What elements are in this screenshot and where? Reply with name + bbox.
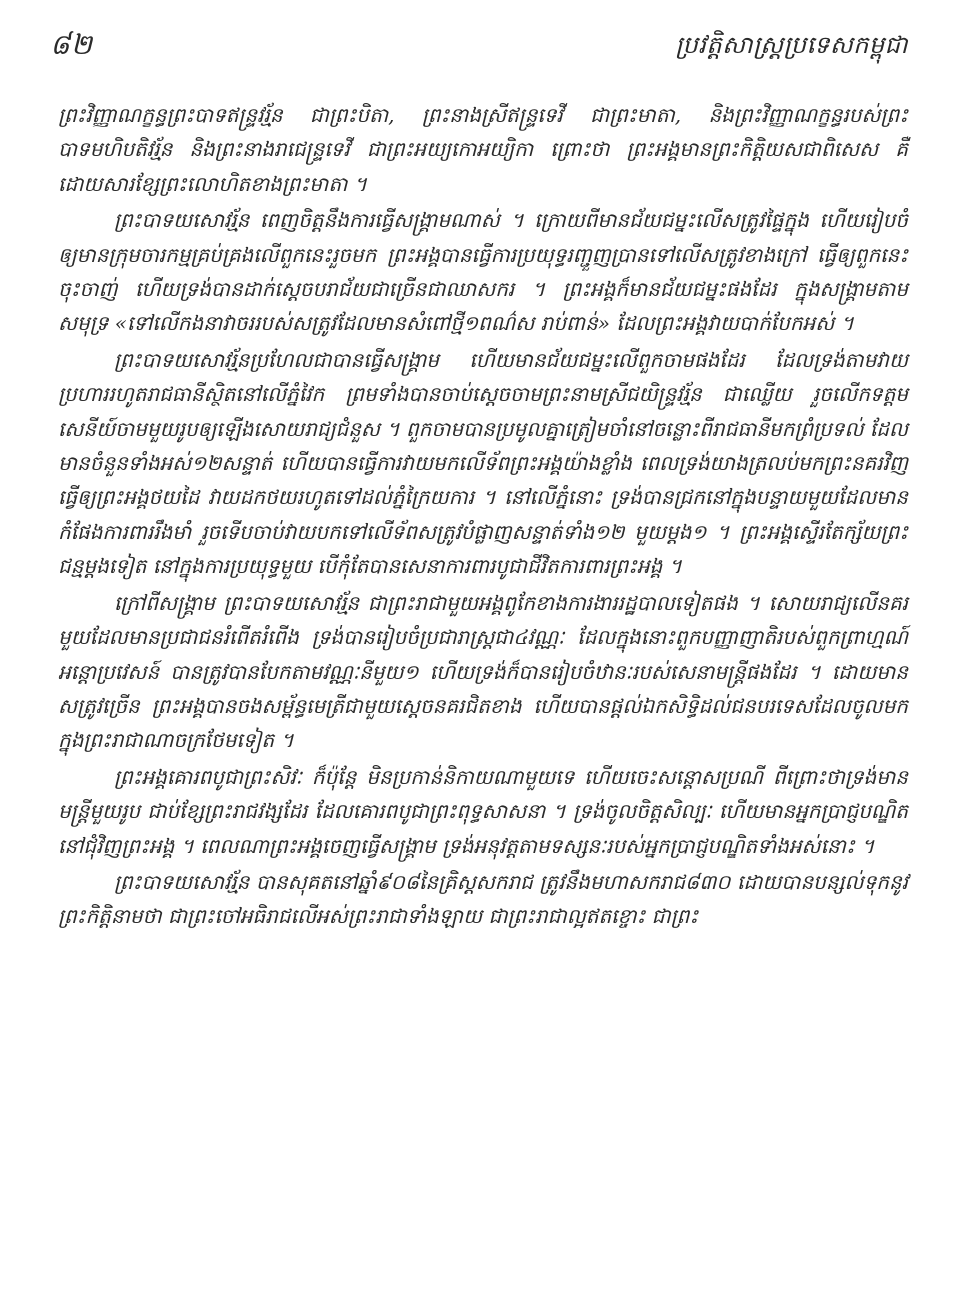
paragraph-3: ព្រះបាទយសោវរ្ម័នប្រហែលជាបានធ្វើសង្គ្រាម ហើយមានជ័យជម្នះលើពួកចាមផងដែរ ដែលទ្រង់តាមវាយប្រហាររហូតរាជធានីស្ថិតនៅលើភ្នំវៃក ព្រមទាំងបានចាប់ស្តេចចាមព្រះនាមស្រីជយិន្ទ្រវរ្ម័ន ជាឈ្លើយ រួចលើកទត្តមសេនីយ៍ចាមមួយរូបឲ្យឡើងសោយរាជ្យជំនួស ។ ពួកចាមបានប្រមូលគ្នាត្រៀមចាំនៅចន្លោះពីរាជធានីមកព្រំប្រទល់ ដែលមានចំនួនទាំងអស់១២សន្ទាត់ ហើយបានធ្វើការវាយមកលើទ័ពព្រះអង្គយ៉ាងខ្លាំង ពេលទ្រង់យាងត្រលប់មកព្រះនគរវិញ ធ្វើឲ្យព្រះអង្គថយដៃ វាយដកថយរហូតទៅដល់ភ្នំក្រៃយការ ។ នៅលើភ្នំនោះ ទ្រង់បានជ្រកនៅក្នុងបន្ទាយមួយដែលមានកំផែងការពាររឹងមាំ រួចទើបចាប់វាយបកទៅលើទ័ពសត្រូវបំផ្លាញសន្ទាត់ទាំង១២ មួយម្តង១ ។ ព្រះអង្គស្ទើរតែក្ស័យព្រះជន្មម្តងទៀត នៅក្នុងការប្រយុទ្ធមួយ បើកុំតែបានសេនាការពារបូជាជីវិតការពារព្រះអង្គ ។ xyxy=(58,347,908,579)
paragraph-4: ក្រៅពីសង្គ្រាម ព្រះបាទយសោវរ្ម័ន ជាព្រះរាជាមួយអង្គពូកែខាងការងាររដ្ឋបាលទៀតផង ។ សោយរាជ្យលើនគរមួយដែលមានប្រជាជនរំពើតរំពើង ទ្រង់បានរៀបចំប្រជារាស្ត្រជា៤វណ្ណៈ ដែលក្នុងនោះពួកបញ្ញាញាតិរបស់ពួកព្រាហ្មណ៍អន្តោប្រវេសន៍ បានត្រូវបានបែកតាមវណ្ណៈនីមួយ១ ហើយទ្រង់ក៏បានរៀបចំឋានៈរបស់សេនាមន្ត្រីផងដែរ ។ ដោយមានសត្រូវច្រើន ព្រះអង្គបានចងសម្ព័ន្ធមេត្រីជាមួយស្តេចនគរជិតខាង ហើយបានផ្តល់ឯកសិទ្ធិដល់ជនបរទេសដែលចូលមកក្នុងព្រះរាជាណាចក្រថែមទៀត ។ xyxy=(58,590,908,753)
page-number: ៨២ xyxy=(50,27,94,61)
running-title: ប្រវត្តិសាស្ត្រប្រទេសកម្ពុជា xyxy=(675,30,908,59)
page-header xyxy=(50,22,908,72)
paragraph-1: ព្រះវិញ្ញាណក្ខន្ធព្រះបាទឥន្ទ្រវរ្ម័ន ជាព្រះបិតា, ព្រះនាងស្រីឥន្ទ្រទេវី ជាព្រះមាតា, និងព្រះវិញ្ញាណក្ខន្ធរបស់ព្រះបាទមហិបតិវរ្ម័ន និងព្រះនាងរាជេន្ទ្រទេវី ជាព្រះអយ្យកោអយ្យិកា ព្រោះថា ព្រះអង្គមានព្រះកិត្តិយសជាពិសេស គឺដោយសារខ្សែព្រះលោហិតខាងព្រះមាតា ។ xyxy=(58,103,908,196)
paragraph-5: ព្រះអង្គគោរពបូជាព្រះសិវៈ ក៏ប៉ុន្តែ មិនប្រកាន់និកាយណាមួយទេ ហើយចេះសន្តោសប្រណី ពីព្រោះថាទ្រង់មានមន្ត្រីមួយរូប ជាប់ខ្សែព្រះរាជវង្សដែរ ដែលគោរពបូជាព្រះពុទ្ធសាសនា ។ ទ្រង់ចូលចិត្តសិល្បៈ ហើយមានអ្នកប្រាជ្ញបណ្ឌិត នៅជុំវិញព្រះអង្គ ។ ពេលណាព្រះអង្គចេញធ្វើសង្គ្រាម ទ្រង់អនុវត្តតាមទស្សនៈរបស់អ្នកប្រាជ្ញបណ្ឌិតទាំងអស់នោះ ។ xyxy=(58,764,908,858)
paragraph-6: ព្រះបាទយសោវរ្ម័ន បានសុគតនៅឆ្នាំ៩០៨នៃគ្រិស្តសករាជ ត្រូវនឹងមហាសករាជ៨៣០ ដោយបានបន្សល់ទុកនូវព្រះកិត្តិនាមថា ជាព្រះចៅអធិរាជលើអស់ព្រះរាជាទាំងឡាយ ជាព្រះរាជាល្អឥតខ្ចោះ ជាព្រះ xyxy=(58,869,908,929)
paragraph-2: ព្រះបាទយសោវរ្ម័ន ពេញចិត្តនឹងការធ្វើសង្គ្រាមណាស់ ។ ក្រោយពីមានជ័យជម្នះលើសត្រូវផ្ទៃក្នុង ហើយរៀបចំឲ្យមានក្រុមចារកម្មគ្រប់គ្រងលើពួកនេះរួចមក ព្រះអង្គបានធ្វើការប្រយុទ្ធរញ្ជួញប្រានទៅលើសត្រូវខាងក្រៅ ធ្វើឲ្យពួកនេះចុះចាញ់ ហើយទ្រង់បានដាក់ស្តេចបរាជ័យជាច្រើនជាឈាសករ ។ ព្រះអង្គក៏មានជ័យជម្នះផងដែរ ក្នុងសង្គ្រាមតាមសមុទ្រ «ទៅលើកងនាវាចររបស់សត្រូវដែលមានសំពៅថ្មី១ពណ៌ស រាប់ពាន់» ដែលព្រះអង្គវាយបាក់បែកអស់ ។ xyxy=(58,208,908,336)
body-text xyxy=(58,98,908,936)
